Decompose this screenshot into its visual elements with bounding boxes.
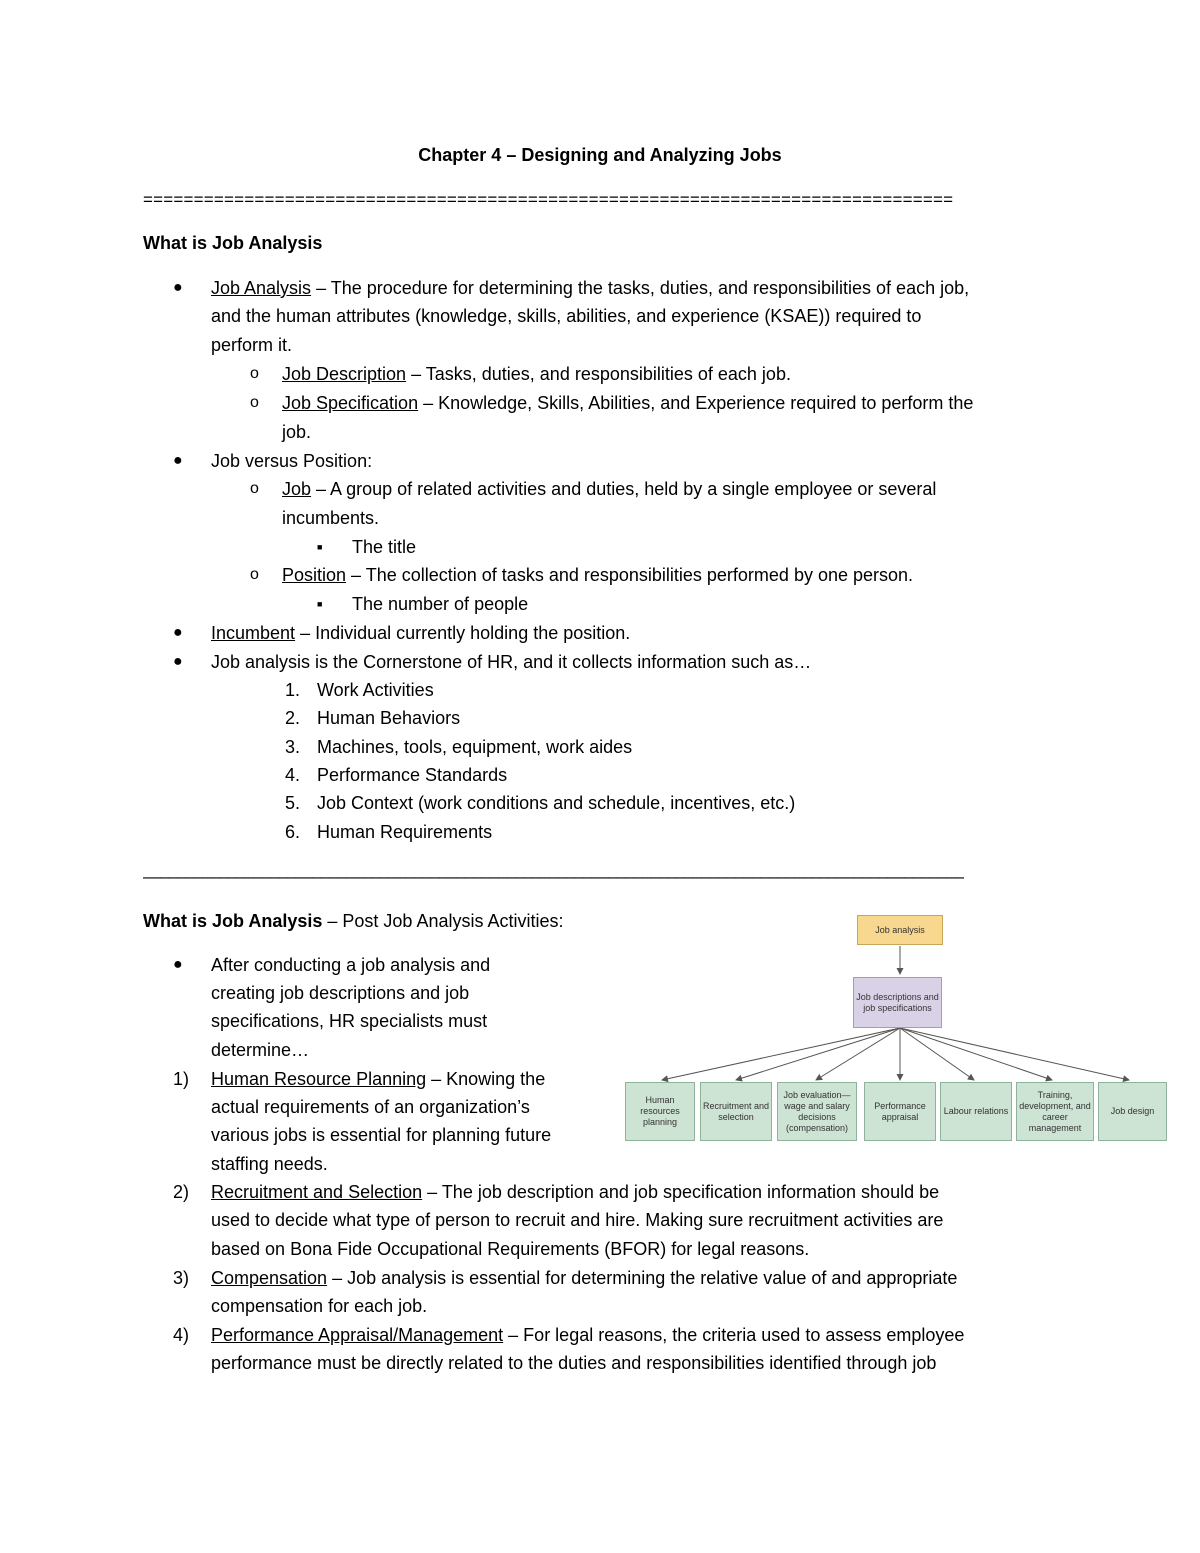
- definition-text: – The collection of tasks and responsibilities performed by one person.: [346, 565, 914, 585]
- definition-text: – Knowing the: [426, 1069, 546, 1089]
- equals-divider: ================================================================================: [143, 190, 954, 209]
- arrow-line: [736, 1028, 900, 1080]
- definition-text: – The procedure for determining the tasks, duties, and responsibilities of each job,: [311, 278, 970, 298]
- term-position: Position: [282, 565, 347, 585]
- text-line: job.: [282, 422, 312, 442]
- list-item: Performance Standards: [317, 765, 508, 785]
- text-line: actual requirements of an organization’s: [211, 1097, 530, 1117]
- arrow-line: [662, 1028, 900, 1080]
- tertiary-item: The number of people: [352, 594, 529, 614]
- item-hr-planning: [211, 1065, 545, 1093]
- list-number: 4): [173, 1325, 190, 1345]
- arrow-line: [816, 1028, 900, 1080]
- text-line: perform it.: [211, 335, 293, 355]
- term-performance: Performance Appraisal/Management: [211, 1325, 504, 1345]
- text-line: determine…: [211, 1040, 310, 1060]
- bullet-icon: ●: [173, 624, 183, 641]
- list-number: 2): [173, 1182, 190, 1202]
- bullet-icon: ●: [173, 956, 183, 973]
- square-bullet-icon: ■: [317, 542, 323, 552]
- definition-text: – Knowledge, Skills, Abilities, and Experience required to perform the: [418, 393, 974, 413]
- diagram-node-hr-planning: Human resources planning: [625, 1082, 695, 1141]
- definition-text: – The job description and job specification information should be: [422, 1182, 940, 1202]
- list-item: Machines, tools, equipment, work aides: [317, 737, 633, 757]
- definition-text: – For legal reasons, the criteria used to assess employee: [503, 1325, 965, 1345]
- arrow-line: [900, 1028, 1052, 1080]
- sub-item-job: [282, 475, 936, 503]
- item-performance: [211, 1321, 964, 1349]
- definition-text: – Individual currently holding the position.: [295, 623, 631, 643]
- arrow-line: [900, 1028, 1129, 1080]
- definition-text: – Tasks, duties, and responsibilities of each job.: [406, 364, 791, 384]
- diagram-node-performance: Performance appraisal: [864, 1082, 936, 1141]
- term-compensation: Compensation: [211, 1268, 328, 1288]
- text-line: staffing needs.: [211, 1154, 328, 1174]
- list-number: 3.: [284, 737, 300, 757]
- text-line: based on Bona Fide Occupational Requirements (BFOR) for legal reasons.: [211, 1239, 810, 1259]
- dash-divider: –––––––––––––––––––––––––––––––––––––––––––––––––––––––––––––––––––––––––––––––––––––––––––––––––: [143, 867, 964, 886]
- text-line: specifications, HR specialists must: [211, 1011, 488, 1031]
- list-number: 1): [173, 1069, 190, 1089]
- bullet-job-analysis: [211, 274, 969, 302]
- term-job-analysis: Job Analysis: [211, 278, 312, 298]
- diagram-node-job-design: Job design: [1098, 1082, 1167, 1141]
- circle-bullet-icon: o: [250, 566, 259, 583]
- list-number: 2.: [284, 708, 300, 728]
- list-item: Work Activities: [317, 680, 434, 700]
- term-job: Job: [282, 479, 312, 499]
- tertiary-item: The title: [352, 537, 417, 557]
- sub-item-job-specification: [282, 389, 973, 417]
- diagram-node-labour: Labour relations: [940, 1082, 1012, 1141]
- circle-bullet-icon: o: [250, 394, 259, 411]
- list-item: Job Context (work conditions and schedule, incentives, etc.): [317, 793, 796, 813]
- diagram-node-descriptions: Job descriptions and job specifications: [853, 977, 942, 1028]
- term-incumbent: Incumbent: [211, 623, 296, 643]
- diagram-node-training: Training, development, and career management: [1016, 1082, 1094, 1141]
- text-line: incumbents.: [282, 508, 380, 528]
- list-number: 5.: [284, 793, 300, 813]
- item-compensation: [211, 1264, 957, 1292]
- list-number: 3): [173, 1268, 190, 1288]
- list-item: Human Behaviors: [317, 708, 461, 728]
- term-recruitment: Recruitment and Selection: [211, 1182, 423, 1202]
- text-line: performance must be directly related to the duties and responsibilities identified through job: [211, 1353, 937, 1373]
- page-title: Chapter 4 – Designing and Analyzing Jobs: [418, 145, 782, 165]
- list-number: 6.: [284, 822, 300, 842]
- job-analysis-diagram: [624, 910, 1169, 1146]
- section2-heading: [143, 907, 564, 935]
- bullet-incumbent: [211, 619, 630, 647]
- arrow-line: [900, 1028, 974, 1080]
- square-bullet-icon: ■: [317, 599, 323, 609]
- text-line: various jobs is essential for planning future: [211, 1125, 552, 1145]
- item-recruitment: [211, 1178, 939, 1206]
- list-item: Human Requirements: [317, 822, 493, 842]
- term-hr-planning: Human Resource Planning: [211, 1069, 427, 1089]
- section1-heading: What is Job Analysis: [143, 233, 323, 253]
- section2-heading-rest: – Post Job Analysis Activities:: [322, 911, 564, 931]
- list-number: 4.: [284, 765, 300, 785]
- circle-bullet-icon: o: [250, 480, 259, 497]
- bullet-cornerstone: Job analysis is the Cornerstone of HR, and it collects information such as…: [211, 652, 812, 672]
- diagram-node-recruitment: Recruitment and selection: [700, 1082, 772, 1141]
- term-job-specification: Job Specification: [282, 393, 419, 413]
- bullet-job-vs-position: Job versus Position:: [211, 451, 373, 471]
- bullet-icon: ●: [173, 653, 183, 670]
- text-line: After conducting a job analysis and: [211, 955, 491, 975]
- text-line: compensation for each job.: [211, 1296, 428, 1316]
- bullet-icon: ●: [173, 279, 183, 296]
- definition-text: – Job analysis is essential for determining the relative value of and appropriate: [327, 1268, 958, 1288]
- text-line: used to decide what type of person to recruit and hire. Making sure recruitment activities are: [211, 1210, 944, 1230]
- sub-item-position: [282, 561, 913, 589]
- list-number: 1.: [284, 680, 300, 700]
- bullet-icon: ●: [173, 452, 183, 469]
- section2-heading-bold: What is Job Analysis: [143, 911, 323, 931]
- text-line: and the human attributes (knowledge, skills, abilities, and experience (KSAE)) required to: [211, 306, 922, 326]
- diagram-node-job-analysis: Job analysis: [857, 915, 943, 945]
- circle-bullet-icon: o: [250, 365, 259, 382]
- sub-item-job-description: [282, 360, 791, 388]
- diagram-node-job-evaluation: Job evaluation— wage and salary decisions (compensation): [777, 1082, 857, 1141]
- term-job-description: Job Description: [282, 364, 407, 384]
- text-line: creating job descriptions and job: [211, 983, 470, 1003]
- definition-text: – A group of related activities and duties, held by a single employee or several: [311, 479, 937, 499]
